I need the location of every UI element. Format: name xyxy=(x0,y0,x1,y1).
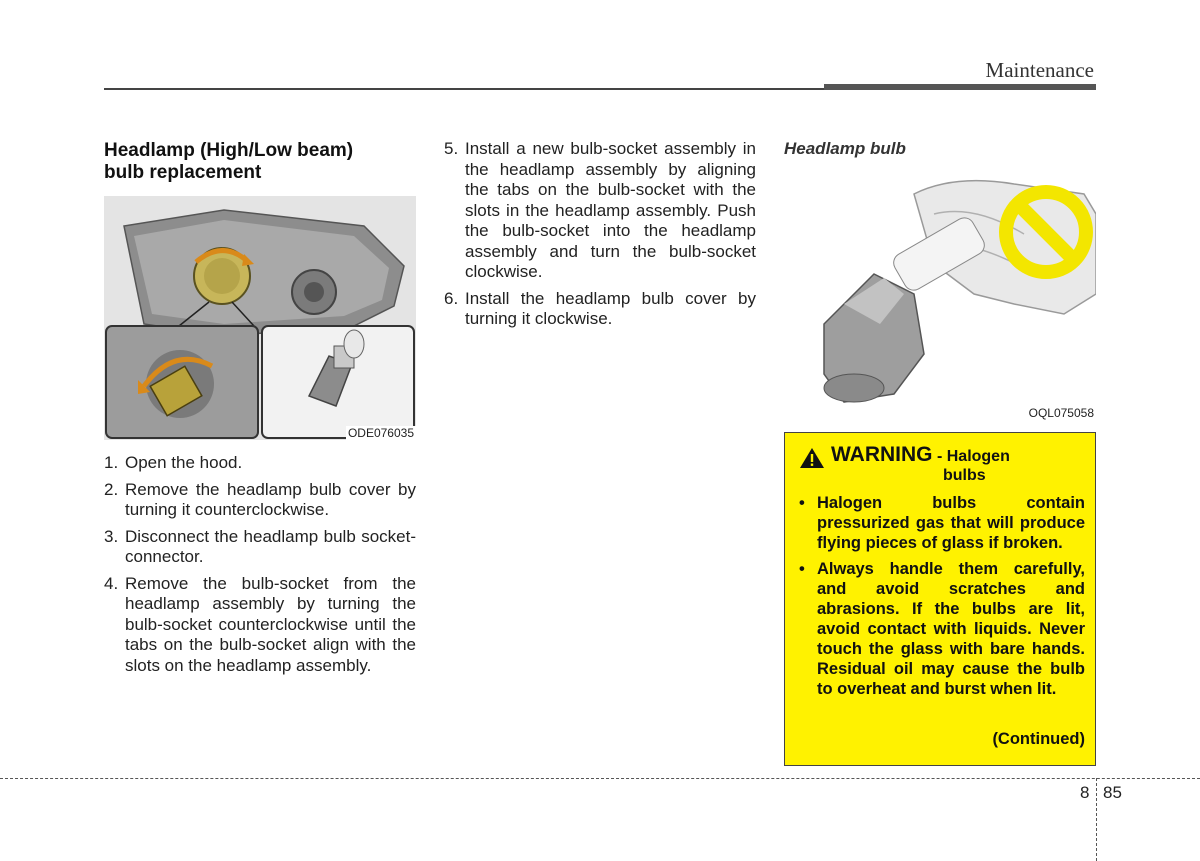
headlamp-illustration xyxy=(104,196,416,440)
right-subhead: Headlamp bulb xyxy=(784,139,906,158)
list-item xyxy=(104,453,416,474)
step-text: Remove the headlamp bulb cover by turning it counterclockwise. xyxy=(125,479,416,519)
warning-triangle-icon xyxy=(799,447,825,469)
warning-subtitle-line2: bulbs xyxy=(943,467,986,484)
figure-code-left: ODE076035 xyxy=(347,426,414,440)
figure-code-right: OQL075058 xyxy=(1028,406,1094,420)
step-text: Install the headlamp bulb cover by turning it clockwise. xyxy=(465,288,756,328)
chapter-number: 8 xyxy=(1080,783,1090,802)
step-number: 2. xyxy=(104,479,119,499)
step-number: 4. xyxy=(104,573,119,593)
warning-text: Halogen bulbs contain pressurized gas that will produce flying pieces of glass if broken. xyxy=(817,494,1085,552)
bulb-drawing xyxy=(784,174,1096,420)
list-item xyxy=(795,493,1085,553)
steps-list-left xyxy=(104,453,416,682)
header-rule xyxy=(104,88,824,90)
step-number: 1. xyxy=(104,453,119,472)
steps-list-middle xyxy=(444,139,756,336)
list-item xyxy=(104,480,416,521)
warning-label: WARNING xyxy=(831,443,933,466)
warning-text: Always handle them carefully, and avoid scratches and abrasions. If the bulbs are lit, avoid contact with liquids. Never touch the glass with bare hands. Residual oil may cause the bulb to overheat and burst when lit. xyxy=(817,560,1085,698)
warning-header xyxy=(795,443,1085,485)
step-text: Remove the bulb-socket from the headlamp assembly by turning the bulb-socket counterclockwise until the tabs on the bulb-socket align with the slots on the headlamp assembly. xyxy=(125,573,416,675)
header-rule-accent xyxy=(824,84,1096,90)
headlamp-drawing xyxy=(104,196,416,440)
bullet: • xyxy=(799,494,805,512)
section-title xyxy=(104,140,424,184)
page-number: 85 xyxy=(1103,783,1122,802)
step-number: 3. xyxy=(104,526,119,546)
step-number: 5. xyxy=(444,139,459,158)
warning-list xyxy=(795,493,1085,699)
footer-rule xyxy=(0,778,1200,779)
step-text: Disconnect the headlamp bulb socket-connector. xyxy=(125,526,416,566)
list-item xyxy=(104,527,416,568)
step-text: Open the hood. xyxy=(125,453,243,472)
footer-divider xyxy=(1096,778,1097,861)
step-text: Install a new bulb-socket assembly in the headlamp assembly by aligning the tabs on the bulb-socket with the slots in the headlamp assembly. Push the bulb-socket into the headlamp assembly and turn the bulb-socket clockwise. xyxy=(465,139,756,281)
section-title-line2: bulb replacement xyxy=(104,162,262,183)
list-item xyxy=(104,574,416,677)
section-title-line1: Headlamp (High/Low beam) xyxy=(104,140,354,161)
header-title: Maintenance xyxy=(985,58,1094,82)
list-item xyxy=(444,289,756,330)
warning-subtitle-line1: Halogen xyxy=(946,448,1010,465)
warning-box xyxy=(784,432,1096,766)
warning-dash: - xyxy=(936,448,943,465)
continued-label: (Continued) xyxy=(992,730,1085,748)
bullet: • xyxy=(799,560,805,578)
list-item xyxy=(795,559,1085,699)
list-item xyxy=(444,139,756,283)
warning-title xyxy=(831,443,1010,485)
step-number: 6. xyxy=(444,288,459,308)
bulb-illustration xyxy=(784,174,1096,420)
